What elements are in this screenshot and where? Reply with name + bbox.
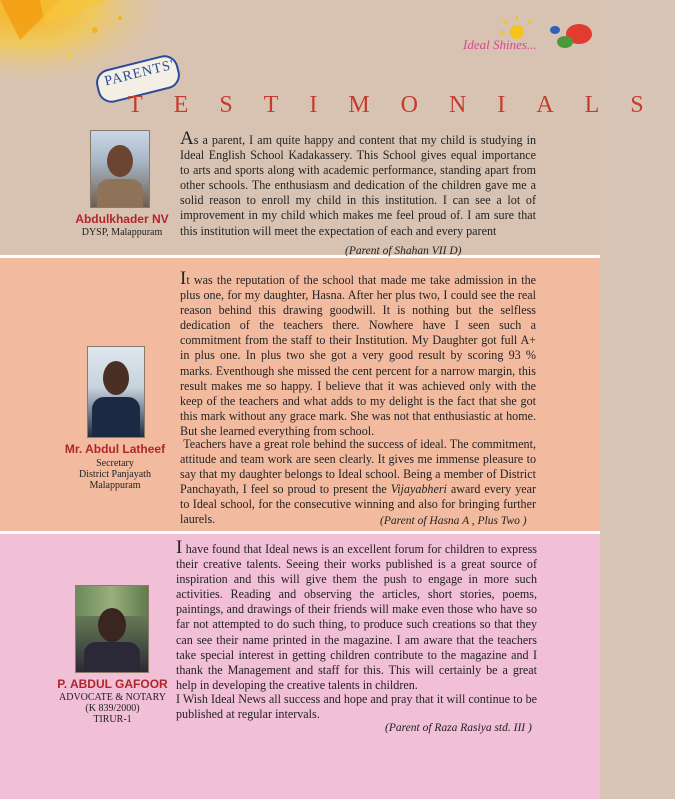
testimonial-text: [180, 128, 536, 239]
testimonial-body: s a parent, I am quite happy and content that my child is studying in Ideal English School Kadakassery. This School gives equal importance to arts and sports along with academic performance, standing apart from other schools. The enthusiasm and dedication of the children gave me a solid reason to enroll my child in this institution. I can see a lot of improvement in my child which makes me feel proud of. I am sure that this institution will meet the expectation of each and every parent: [180, 133, 536, 238]
testimonial-signature: (Parent of Shahan VII D): [345, 245, 462, 257]
role-line: ADVOCATE & NOTARY: [59, 692, 166, 703]
testimonial-text-2: I Wish Ideal News all success and hope and pray that it will continue to be published at regular intervals.: [176, 692, 537, 722]
drop-cap: I: [176, 537, 183, 558]
drop-cap: I: [180, 268, 187, 289]
testimonial-text: [176, 537, 537, 693]
testimonial-role: DYSP, Malappuram: [81, 227, 163, 238]
testimonial-body: have found that Ideal news is an excellent forum for children to express their creative talents. Seeing their works published is a great source of inspiration and this will give them the push to engage in more such activities. Reading and observing the articles, short stories, poems, paintings, and drawings of their friends will make even those who have so far not attempted to do such thing, to produce such creations so that they can see their name printed in the magazine. I am aware that the teachers take special interest in getting children contribute to the magazine and I thank the Management and staff for this. This will certainly be a great help in developing the creative talents in children.: [176, 542, 537, 692]
testimonial-body: Teachers have a great role behind the success of ideal. The commitment, attitude and team work are seen clearly. It gives me immense pleasure to say that my daughter belongs to Ideal school. Being a member of District Panchayath, I feel so proud to present the: [180, 437, 536, 497]
testimonial-text: [180, 268, 536, 439]
role-line: District Panjayath: [79, 469, 151, 480]
role-line: TIRUR-1: [93, 714, 132, 725]
testimonial-role: [50, 692, 175, 725]
testimonial-name: P. ABDUL GAFOOR: [57, 677, 168, 691]
drop-cap: A: [180, 128, 194, 149]
testimonial-signature: (Parent of Raza Rasiya std. III ): [385, 722, 532, 734]
page-title: TESTIMONIALS: [128, 92, 675, 118]
role-line: (K 839/2000): [85, 703, 140, 714]
portrait-photo-abdul-gafoor: [75, 585, 149, 673]
parents-badge-text: PARENTS': [103, 57, 177, 90]
testimonial-role: [55, 458, 175, 491]
testimonial-text-2: [180, 437, 536, 528]
testimonial-name: Abdulkhader NV: [75, 212, 169, 226]
role-line: Secretary: [96, 458, 134, 469]
portrait-photo-abdul-latheef: [87, 346, 145, 438]
testimonial-signature: (Parent of Hasna A , Plus Two ): [380, 515, 527, 527]
testimonial-body: award every year to Ideal school, for the consecutive winning and also for bringing further laurels.: [180, 482, 537, 527]
testimonial-name: Mr. Abdul Latheef: [64, 442, 166, 456]
role-line: Malappuram: [89, 480, 141, 491]
testimonial-body: t was the reputation of the school that made me take admission in the plus one, for my daughter, Hasna. After her plus two, I could see the real reason behind this drawing goodwill. It is nothing but the selfless dedication of the teachers there. Nowhere have I seen such a commitment from the staff to their Institution. My Daughter got full A+ in plus one. In plus two she got a very good result by scoring 93 % marks. Eventhough she missed the cent percent for a narrow margin, this result makes me so happy. I believe that it was achieved only with the keep of the teachers and what adds to my delight is the fact that she got this mark without any grace mark. She was not that enthusiastic at home. But she learned everything from school.: [180, 273, 536, 438]
section-divider: [0, 531, 600, 534]
logo-text: Ideal Shines...: [463, 37, 537, 52]
section-divider: [0, 255, 600, 258]
portrait-photo-abdulkhader: [90, 130, 150, 208]
award-name: Vijayabheri: [390, 482, 447, 497]
